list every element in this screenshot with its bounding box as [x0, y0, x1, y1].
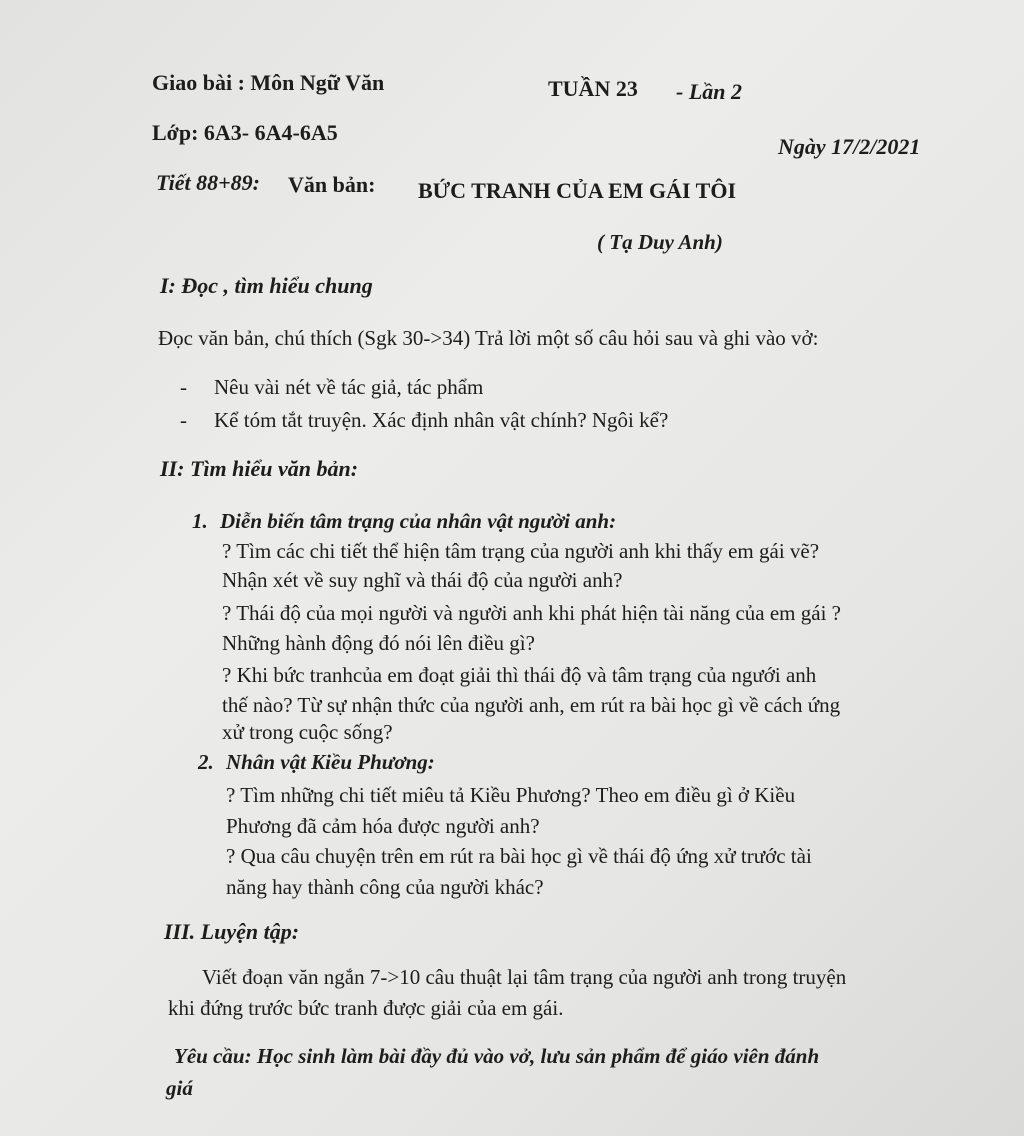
round-label: - Lần 2	[676, 79, 742, 104]
section1-heading: I: Đọc , tìm hiểu chung	[160, 273, 373, 298]
question-line: thế nào? Từ sự nhận thức của người anh, em rút ra bài học gì về cách ứng	[222, 693, 841, 717]
question-line: năng hay thành công của người khác?	[226, 875, 544, 899]
question-line: ? Tìm các chi tiết thể hiện tâm trạng của người anh khi thấy em gái vẽ?	[222, 539, 820, 563]
text-label: Văn bản:	[288, 172, 376, 197]
question-line: ? Thái độ của mọi người và người anh khi phát hiện tài năng của em gái ?	[222, 601, 841, 625]
document-title: BỨC TRANH CỦA EM GÁI TÔI	[418, 178, 737, 203]
requirement-line: giá	[166, 1076, 193, 1100]
exercise-line: Viết đoạn văn ngắn 7->10 câu thuật lại tâm trạng của người anh trong truyện	[202, 965, 847, 989]
exercise-line: khi đứng trước bức tranh được giải của em gái.	[168, 996, 564, 1020]
subsection1-title: 1. Diễn biến tâm trạng của nhân vật người anh:	[192, 509, 617, 533]
question-line: Phương đã cảm hóa được người anh?	[226, 814, 540, 838]
question-line: Nhận xét về suy nghĩ và thái độ của người anh?	[222, 568, 623, 592]
author-label: ( Tạ Duy Anh)	[597, 230, 723, 254]
subsection2-title: 2. Nhân vật Kiều Phương:	[198, 750, 435, 774]
question-line: ? Khi bức tranhcủa em đoạt giải thì thái độ và tâm trạng của ngưới anh	[222, 663, 817, 687]
list-item: - Kể tóm tắt truyện. Xác định nhân vật chính? Ngôi kể?	[180, 408, 669, 432]
question-line: xử trong cuộc sống?	[222, 720, 393, 744]
question-line: ? Qua câu chuyện trên em rút ra bài học gì về thái độ ứng xử trước tài	[226, 844, 812, 868]
class-label: Lớp: 6A3- 6A4-6A5	[152, 120, 338, 145]
assignment-label: Giao bài : Môn Ngữ Văn	[152, 70, 385, 95]
question-line: ? Tìm những chi tiết miêu tả Kiều Phương? Theo em điều gì ở Kiều	[226, 783, 796, 807]
section3-heading: III. Luyện tập:	[164, 919, 300, 944]
section1-intro: Đọc văn bản, chú thích (Sgk 30->34) Trả lời một số câu hỏi sau và ghi vào vở:	[158, 326, 819, 350]
date-label: Ngày 17/2/2021	[778, 134, 921, 159]
list-item: - Nêu vài nét về tác giả, tác phẩm	[180, 375, 484, 399]
question-line: Những hành động đó nói lên điều gì?	[222, 631, 535, 655]
week-label: TUẦN 23	[548, 76, 638, 101]
period-label: Tiết 88+89:	[156, 170, 260, 195]
section2-heading: II: Tìm hiểu văn bản:	[160, 456, 359, 481]
requirement-line: Yêu cầu: Học sinh làm bài đầy đủ vào vở, lưu sản phẩm để giáo viên đánh	[174, 1044, 820, 1068]
